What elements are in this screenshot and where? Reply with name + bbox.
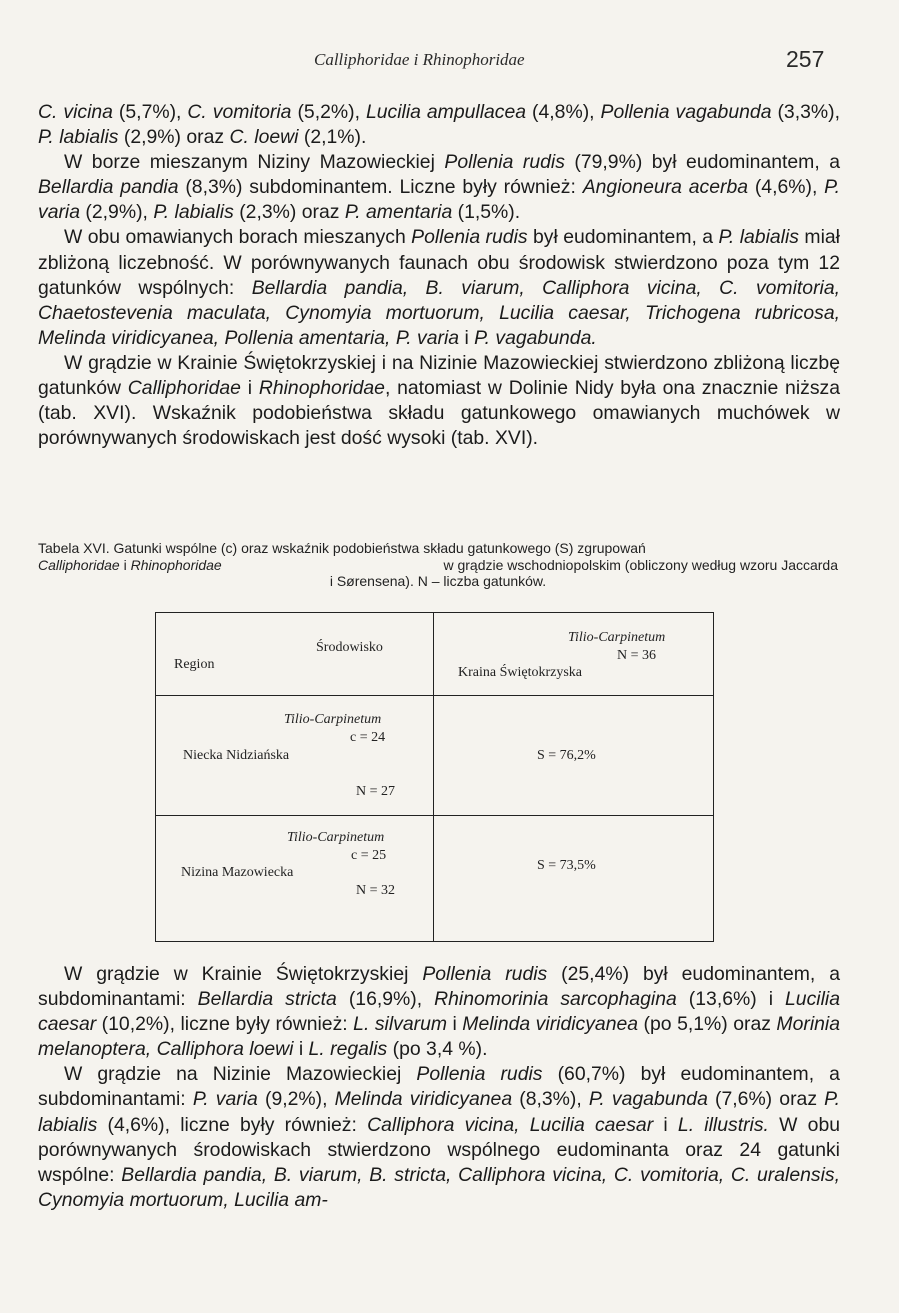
header-region-name: Kraina Świętokrzyska: [458, 665, 583, 680]
paragraph-swietokrzyska: W grądzie w Krainie Świętokrzyskiej Pollenia rudis (25,4%) był eudominantem, a subdominantami: Bellardia stricta (16,9%), Rhinomorinia sarcophagina (13,6%) i Lucilia caesar (10,2%), liczne były również: L. silvarum i Melinda viridicyanea (po 5,1%) oraz Morinia melanoptera, Calliphora loewi i L. regalis (po 3,4 %).: [38, 963, 841, 1061]
table-caption: Tabela XVI. Gatunki wspólne (c) oraz wskaźnik podobieństwa składu gatunkowego (S) zgrupowań Calliphoridae i Rhinophoridae w grądzie wschodniopolskim (obliczony według wzoru Jaccarda i Sørensena). N – liczba gatunków.: [38, 540, 838, 589]
page-number: 257: [786, 46, 825, 72]
row2-association: Tilio-Carpinetum: [287, 830, 385, 845]
body-text-lower: [38, 962, 840, 1213]
header-environment: Środowisko: [316, 640, 383, 655]
row2-common-species: c = 25: [351, 848, 387, 863]
paragraph-continuation: C. vicina (5,7%), C. vomitoria (5,2%), Lucilia ampullacea (4,8%), Pollenia vagabunda (3,3%), P. labialis (2,9%) oraz C. loewi (2,1%).: [38, 101, 840, 149]
table-rule: [156, 695, 713, 696]
header-association: Tilio-Carpinetum: [568, 630, 666, 645]
row2-species-count: N = 32: [356, 883, 396, 898]
paragraph-mixed-forest: W borze mieszanym Niziny Mazowieckiej Pollenia rudis (79,9%) był eudominantem, a Bellardia pandia (8,3%) subdominantem. Liczne były również: Angioneura acerba (4,6%), P. varia (2,9%), P. labialis (2,3%) oraz P. amentaria (1,5%).: [38, 151, 840, 224]
running-title: Calliphoridae i Rhinophoridae: [314, 50, 525, 69]
row1-species-count: N = 27: [356, 784, 396, 799]
row1-similarity: S = 76,2%: [537, 748, 596, 763]
similarity-table: [155, 612, 714, 942]
row2-similarity: S = 73,5%: [537, 858, 596, 873]
paragraph-both-forests: W obu omawianych borach mieszanych Pollenia rudis był eudominantem, a P. labialis miał zbliżoną liczebność. W porównywanych faunach obu środowisk stwierdzono poza tym 12 gatunków wspólnych: Bellardia pandia, B. viarum, Calliphora vicina, C. vomitoria, Chaetostevenia maculata, Cynomyia mortuorum, Lucilia caesar, Trichogena rubricosa, Melinda viridicyanea, Pollenia amentaria, P. varia i P. vagabunda.: [38, 226, 841, 349]
row2-region: Nizina Mazowiecka: [181, 865, 294, 880]
caption-label: Tabela XVI.: [38, 540, 110, 556]
header-species-count: N = 36: [617, 648, 657, 663]
row1-association: Tilio-Carpinetum: [284, 712, 382, 727]
row1-common-species: c = 24: [350, 730, 386, 745]
paragraph-oak-hornbeam: W grądzie w Krainie Świętokrzyskiej i na Nizinie Mazowieckiej stwierdzono zbliżoną liczbę gatunków Calliphoridae i Rhinophoridae, natomiast w Dolinie Nidy była ona znacznie niższa (tab. XVI). Wskaźnik podobieństwa składu gatunkowego omawianych muchówek w porównywanych środowiskach jest dość wysoki (tab. XVI).: [38, 351, 840, 450]
body-text-upper: [38, 100, 840, 451]
paragraph-mazowiecka: W grądzie na Nizinie Mazowieckiej Pollenia rudis (60,7%) był eudominantem, a subdominantami: P. varia (9,2%), Melinda viridicyanea (8,3%), P. vagabunda (7,6%) oraz P. labialis (4,6%), liczne były również: Calliphora vicina, Lucilia caesar i L. illustris. W obu porównywanych środowiskach stwierdzono wspólnego eudominanta oraz 24 gatunki wspólne: Bellardia pandia, B. viarum, B. stricta, Calliphora vicina, C. vomitoria, C. uralensis, Cynomyia mortuorum, Lucilia am-: [38, 1063, 841, 1211]
header-region: Region: [174, 657, 215, 672]
table-column-rule: [433, 613, 434, 941]
row1-region: Niecka Nidziańska: [183, 748, 290, 763]
running-head: [0, 46, 899, 76]
table-rule: [156, 815, 713, 816]
